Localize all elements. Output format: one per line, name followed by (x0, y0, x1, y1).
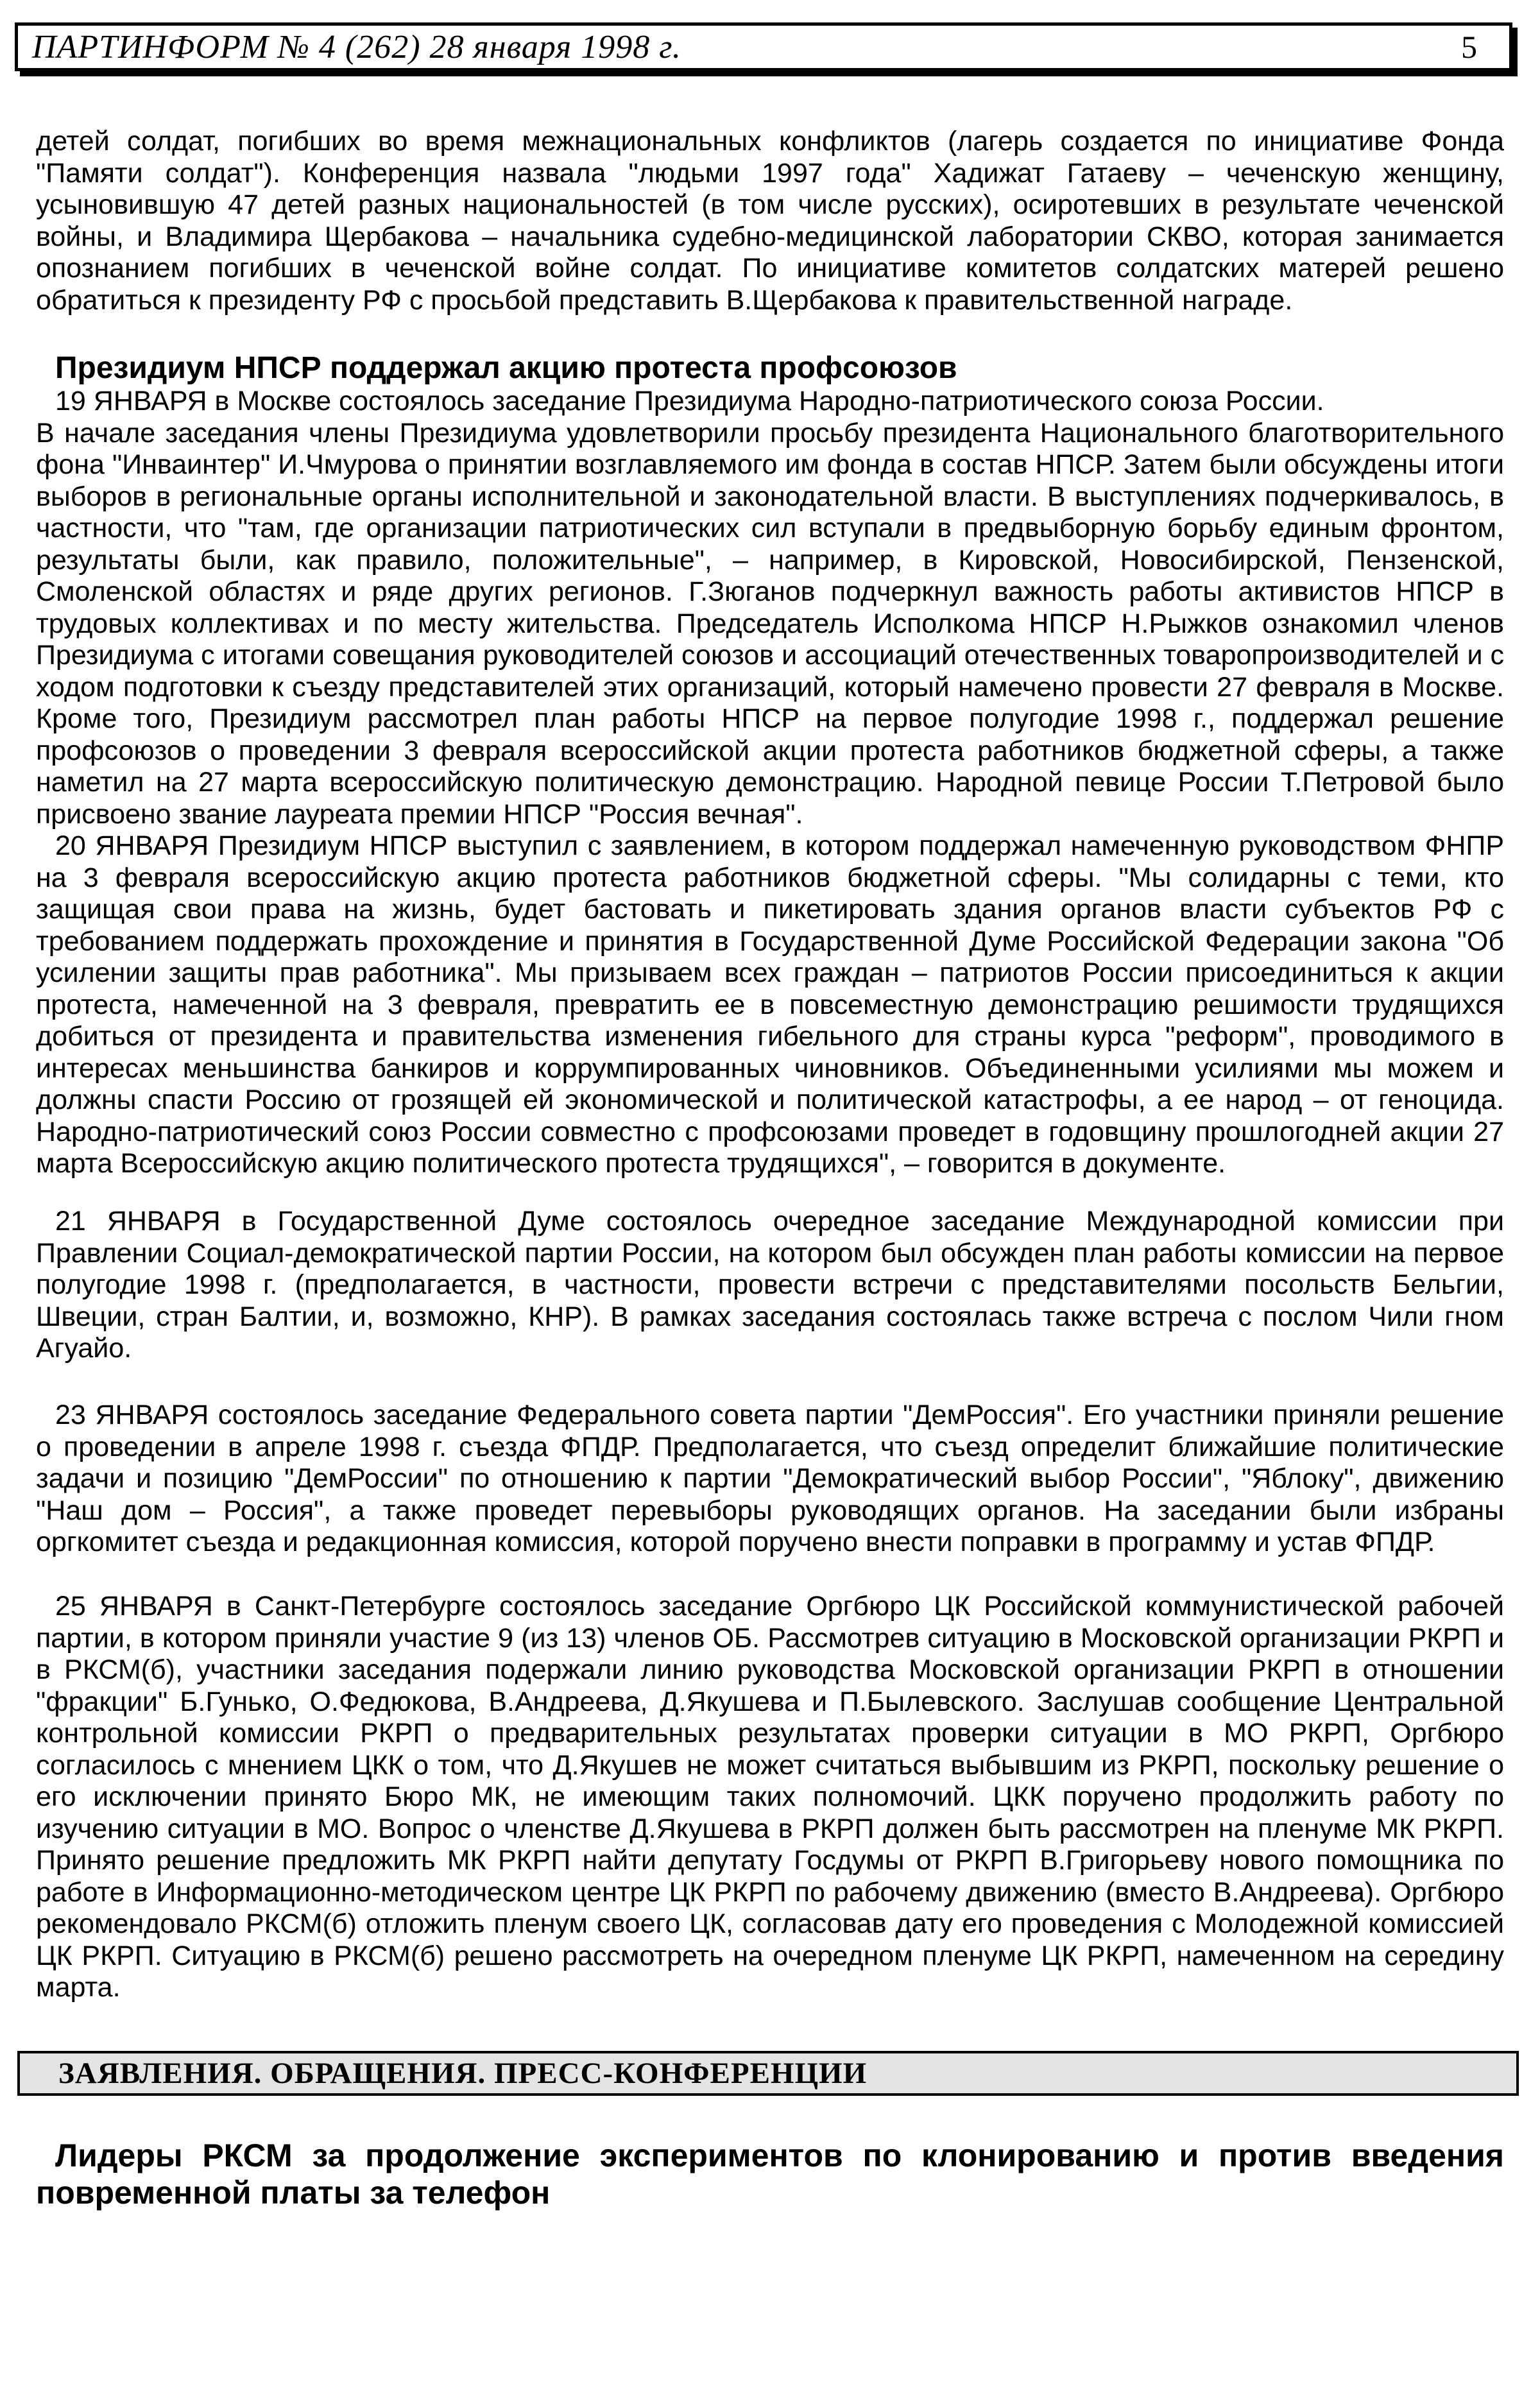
section-title: ЗАЯВЛЕНИЯ. ОБРАЩЕНИЯ. ПРЕСС-КОНФЕРЕНЦИИ (58, 2057, 868, 2090)
page-header (15, 22, 1512, 71)
news-item-jan21 (36, 1206, 1504, 1365)
section-header (17, 2051, 1519, 2096)
news-item-jan23 (36, 1400, 1504, 1559)
page-number: 5 (1461, 29, 1477, 65)
intro-section (36, 126, 1504, 316)
news-item-jan25 (36, 1591, 1504, 2004)
news-paragraph: 23 ЯНВАРЯ состоялось заседание Федерального совета партии "ДемРоссия". Его участники приняли решение о проведении в апреле 1998 г. съезда ФПДР. Предполагается, что съезд определит ближайшие политические задачи и позицию "ДемРоссии" по отношению к партии "Демократический выбор России", "Яблоку", движению "Наш дом – Россия", а также проведет перевыборы руководящих органов. На заседании были избраны оргкомитет съезда и редакционная комиссия, которой поручено внести поправки в программу и устав ФПДР. (36, 1400, 1504, 1557)
article-npsr-body (36, 386, 1504, 1180)
publication-title: ПАРТИНФОРМ № 4 (262) 28 января 1998 г. (32, 28, 681, 65)
article-paragraph: 19 ЯНВАРЯ в Москве состоялось заседание Президиума Народно-патриотического союза России. (55, 386, 1324, 416)
article-heading-rksm: Лидеры РКСМ за продолжение экспериментов по клонированию и против введения повременной платы за телефон (36, 2138, 1504, 2211)
article-heading-npsr: Президиум НПСР поддержал акцию протеста профсоюзов (55, 351, 957, 385)
news-paragraph: 25 ЯНВАРЯ в Санкт-Петербурге состоялось заседание Оргбюро ЦК Российской коммунистической рабочей партии, в котором приняли участие 9 (из 13) членов ОБ. Рассмотрев ситуацию в Московской организации РКРП и в РКСМ(б), участники заседания подержали линию руководства Московской организации РКРП в отношении "фракции" Б.Гунько, О.Федюкова, В.Андреева, Д.Якушева и П.Былевского. Заслушав сообщение Центральной контрольной комиссии РКРП о предварительных результатах проверки ситуации в МО РКРП, Оргбюро согласилось с мнением ЦКК о том, что Д.Якушев не может считаться выбывшим из РКРП, поскольку решение о его исключении принято Бюро МК, не имеющим таких полномочий. ЦКК поручено продолжить работу по изучению ситуации в МО. Вопрос о членстве Д.Якушева в РКРП должен быть рассмотрен на пленуме МК РКРП. Принято решение предложить МК РКРП найти депутату Госдумы от РКРП В.Григорьеву нового помощника по работе в Информационно-методическом центре ЦК РКРП по рабочему движению (вместо В.Андреева). Оргбюро рекомендовало РКСМ(б) отложить пленум своего ЦК, согласовав дату его проведения с Молодежной комиссией ЦК РКРП. Ситуацию в РКСМ(б) решено рассмотреть на очередном пленуме ЦК РКРП, намеченном на середину марта. (36, 1591, 1504, 2003)
news-paragraph: 21 ЯНВАРЯ в Государственной Думе состоялось очередное заседание Международной комиссии при Правлении Социал-демократической партии России, на котором был обсужден план работы комиссии на первое полугодие 1998 г. (предполагается, в частности, провести встречи с представителями посольств Бельгии, Швеции, стран Балтии, и, возможно, КНР). В рамках заседания состоялась также встреча с послом Чили гном Агуайо. (36, 1206, 1504, 1364)
intro-paragraph: детей солдат, погибших во время межнациональных конфликтов (лагерь создается по инициативе Фонда "Памяти солдат"). Конференция назвала "людьми 1997 года" Хадижат Гатаеву – чеченскую женщину, усыновившую 47 детей разных национальностей (в том числе русских), осиротевших в результате чеченской войны, и Владимира Щербакова – начальника судебно-медицинской лаборатории СКВО, которая занимается опознанием погибших в чеченской войне солдат. По инициативе комитетов солдатских матерей решено обратиться к президенту РФ с просьбой представить В.Щербакова к правительственной награде. (36, 126, 1504, 316)
article-paragraph: В начале заседания члены Президиума удовлетворили просьбу президента Национального благотворительного фона "Инваинтер" И.Чмурова о принятии возглавляемого им фонда в состав НПСР. Затем были обсуждены итоги выборов в региональные органы исполнительной и законодательной власти. В выступлениях подчеркивалось, в частности, что "там, где организации патриотических сил вступали в предвыборную борьбу единым фронтом, результаты были, как правило, положительные", – например, в Кировской, Новосибирской, Пензенской, Смоленской областях и ряде других регионов. Г.Зюганов подчеркнул важность работы активистов НПСР в трудовых коллективах и по месту жительства. Председатель Исполкома НПСР Н.Рыжков ознакомил членов Президиума с итогами совещания руководителей союзов и ассоциаций отечественных товаропроизводителей и с ходом подготовки к съезду представителей этих организаций, который намечено провести 27 февраля в Москве. Кроме того, Президиум рассмотрел план работы НПСР на первое полугодие 1998 г., поддержал решение профсоюзов о проведении 3 февраля всероссийской акции протеста работников бюджетной сферы, а также наметил на 27 марта всероссийскую политическую демонстрацию. Народной певице России Т.Петровой было присвоено звание лауреата премии НПСР "Россия вечная". (36, 417, 1504, 830)
article-paragraph: 20 ЯНВАРЯ Президиум НПСР выступил с заявлением, в котором поддержал намеченную руководством ФНПР на 3 февраля всероссийскую акцию протеста работников бюджетной сферы. "Мы солидарны с теми, кто защищая свои права на жизнь, будет бастовать и пикетировать здания органов власти субъектов РФ с требованием поддержать прохождение и принятия в Государственной Думе Российской Федерации закона "Об усилении защиты прав работника". Мы призываем всех граждан – патриотов России присоединиться к акции протеста, намеченной на 3 февраля, превратить ее в повсеместную демонстрацию решимости трудящихся добиться от президента и правительства изменения гибельного для страны курса "реформ", проводимого в интересах меньшинства банкиров и коррумпированных чиновников. Объединенными усилиями мы можем и должны спасти Россию от грозящей ей экономической и политической катастрофы, а ее народ – от геноцида. Народно-патриотический союз России совместно с профсоюзами проведет в годовщину прошлогодней акции 27 марта Всероссийскую акцию политического протеста трудящихся", – говорится в документе. (36, 830, 1504, 1179)
